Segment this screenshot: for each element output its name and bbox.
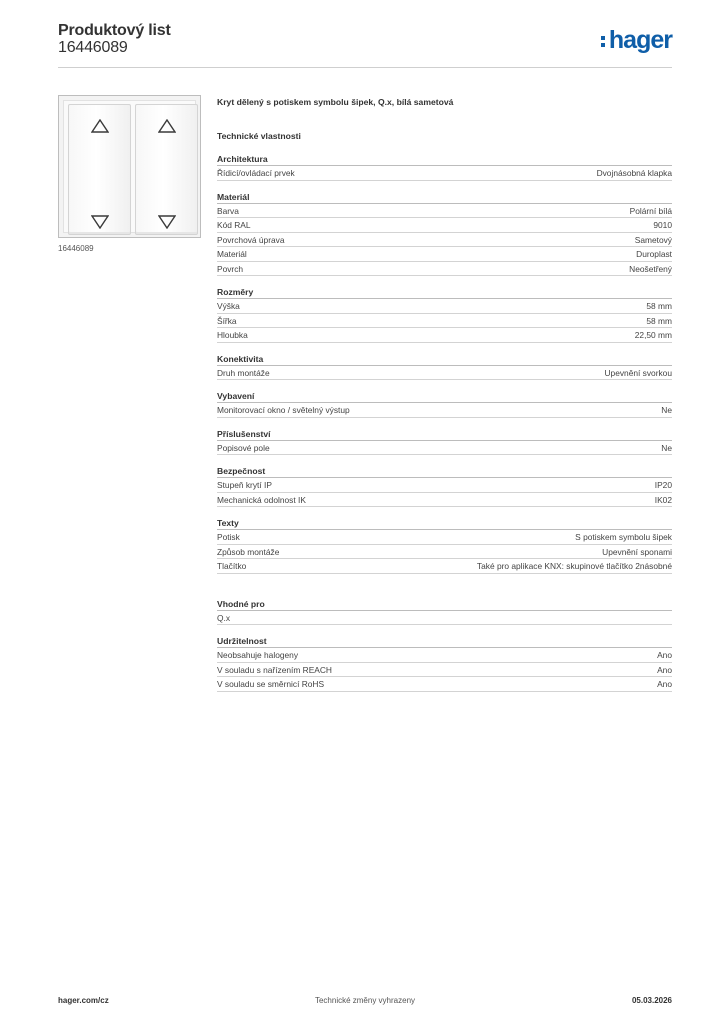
spec-value: 9010: [653, 220, 672, 230]
spec-value: Také pro aplikace KNX: skupinové tlačítko 2násobné: [476, 561, 672, 571]
spec-value: Ano: [657, 679, 672, 689]
section-title: Vhodné pro: [217, 598, 672, 611]
spec-row: [217, 247, 672, 262]
product-name: Kryt dělený s potiskem symbolu šipek, Q.x, bílá sametová: [217, 97, 454, 107]
product-image-frame: [63, 100, 196, 233]
spec-section: [217, 153, 672, 181]
spec-section: [217, 517, 672, 574]
spec-row: [217, 262, 672, 277]
document-title: Produktový list: [58, 22, 171, 39]
spec-key: Povrchová úprava: [217, 234, 285, 245]
spec-row: [217, 366, 672, 381]
spec-row: [217, 314, 672, 329]
spec-value: Neošetřený: [629, 263, 672, 274]
spec-row: [217, 677, 672, 692]
spec-key: V souladu se směrnicí RoHS: [217, 679, 325, 689]
spec-row: [217, 530, 672, 545]
spec-row: [217, 493, 672, 508]
arrow-up-icon: [158, 119, 176, 133]
spec-key: Způsob montáže: [217, 546, 280, 557]
spec-value: Upevnění sponami: [602, 546, 672, 557]
section-title: Příslušenství: [217, 428, 672, 441]
product-code: 16446089: [58, 39, 128, 56]
section-title: Rozměry: [217, 286, 672, 299]
spec-row: [217, 478, 672, 493]
spec-key: Výška: [217, 301, 240, 311]
spec-value: Ne: [661, 405, 672, 415]
section-title: Materiál: [217, 191, 672, 204]
arrow-up-icon: [91, 119, 109, 133]
spec-key: Řídicí/ovládací prvek: [217, 168, 295, 178]
spec-row: [217, 611, 672, 626]
spec-row: [217, 233, 672, 248]
spec-row: [217, 328, 672, 343]
spec-section: [217, 428, 672, 456]
spec-key: Druh montáže: [217, 367, 270, 378]
rocker-left: [68, 104, 131, 235]
spec-row: [217, 204, 672, 219]
spec-key: Monitorovací okno / světelný výstup: [217, 405, 350, 415]
spec-row: [217, 663, 672, 678]
spec-section: [217, 353, 672, 381]
spec-row: [217, 403, 672, 418]
spec-value: Polární bílá: [629, 205, 672, 216]
spec-key: Šířka: [217, 315, 237, 326]
spec-key: Neobsahuje halogeny: [217, 650, 299, 660]
section-title: Architektura: [217, 153, 672, 166]
spec-value: Sametový: [634, 234, 672, 245]
spec-key: Stupeň krytí IP: [217, 480, 272, 490]
section-title: Konektivita: [217, 353, 672, 366]
spec-value: 22,50 mm: [634, 330, 672, 340]
spec-value: Dvojnásobná klapka: [596, 168, 672, 178]
spec-row: [217, 218, 672, 233]
tech-heading: Technické vlastnosti: [217, 131, 301, 141]
arrow-down-icon: [91, 215, 109, 229]
spec-section: [217, 191, 672, 277]
spec-value: IP20: [654, 480, 672, 490]
spec-section: [217, 286, 672, 343]
logo-colon-mark: [601, 31, 607, 49]
spec-value: 58 mm: [646, 301, 672, 311]
spec-key: Q.x: [217, 612, 231, 623]
spec-value: Ne: [661, 442, 672, 453]
spec-row: [217, 166, 672, 181]
page-footer: [58, 996, 672, 1010]
spec-content: [217, 95, 672, 692]
spec-key: Materiál: [217, 249, 247, 259]
image-caption: 16446089: [58, 244, 94, 253]
spec-key: Popisové pole: [217, 442, 270, 453]
spec-section: [217, 465, 672, 507]
spec-key: V souladu s nařízením REACH: [217, 664, 332, 675]
hager-logo: [601, 26, 672, 54]
spec-value: IK02: [654, 494, 672, 505]
spec-key: Mechanická odolnost IK: [217, 494, 306, 505]
footer-date: 05.03.2026: [631, 996, 672, 1005]
spec-section: [217, 598, 672, 626]
logo-text: hager: [608, 25, 672, 54]
spec-value: Ano: [657, 664, 672, 675]
section-title: Bezpečnost: [217, 465, 672, 478]
spec-value: Ano: [657, 650, 672, 660]
spec-key: Povrch: [217, 263, 244, 274]
rocker-right: [135, 104, 198, 235]
spec-key: Kód RAL: [217, 220, 251, 230]
spec-row: [217, 648, 672, 663]
spec-row: [217, 545, 672, 560]
spec-key: Hloubka: [217, 330, 248, 340]
spec-key: Tlačítko: [217, 561, 247, 571]
page-header: [58, 20, 672, 68]
spec-row: [217, 299, 672, 314]
spec-row: [217, 559, 672, 574]
spec-section: [217, 390, 672, 418]
footer-note: Technické změny vyhrazeny: [314, 996, 416, 1005]
spec-sections: [217, 153, 672, 692]
spec-value: S potiskem symbolu šipek: [575, 532, 672, 542]
spec-value: Duroplast: [636, 249, 672, 259]
header-divider: [58, 67, 672, 68]
product-image: [58, 95, 201, 238]
spec-key: Barva: [217, 205, 239, 216]
spec-value: 58 mm: [646, 315, 672, 326]
footer-website: hager.com/cz: [58, 996, 109, 1005]
section-title: Udržitelnost: [217, 635, 672, 648]
spec-value: Upevnění svorkou: [604, 367, 672, 378]
spec-section: [217, 635, 672, 692]
spec-key: Potisk: [217, 532, 240, 542]
arrow-down-icon: [158, 215, 176, 229]
section-title: Texty: [217, 517, 672, 530]
spec-row: [217, 441, 672, 456]
section-title: Vybavení: [217, 390, 672, 403]
